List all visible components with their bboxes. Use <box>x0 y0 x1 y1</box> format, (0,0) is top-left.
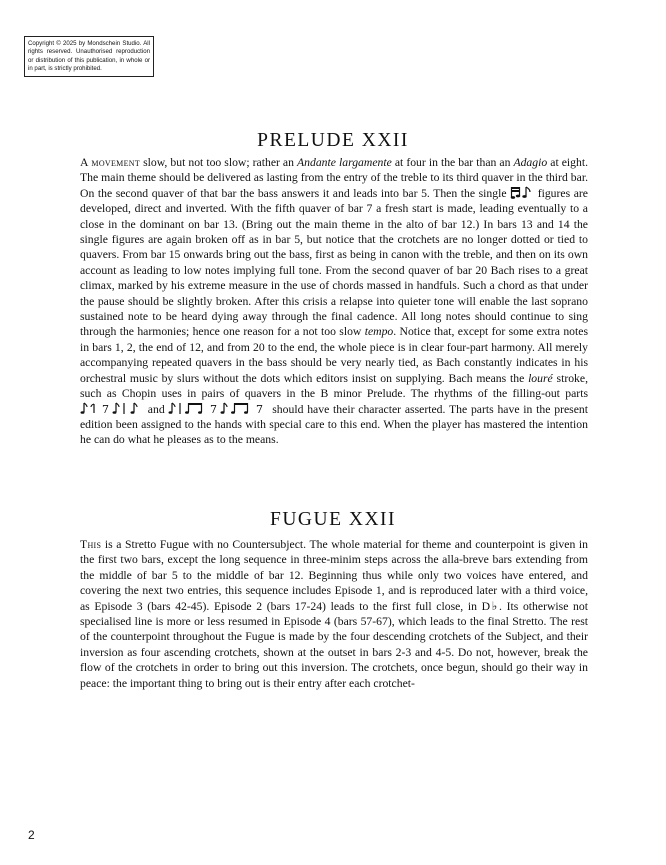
prelude-italic-loure: louré <box>528 371 553 385</box>
prelude-text-4: figures are developed, direct and inverted. With the fifth quaver of bar 7 a fresh start is made, leading eventually to a close in the dominant on bar 13. (Bring out the main theme in the alto of bar 12.) In bars 13 and 14 the single figures are again broken off as in bar 5, but notice that the crotchets are no longer dotted or tied to quavers. From bar 15 onwards bring out the bass, first as being in canon with the treble, and then on its own account as leading to low notes implying full tone. From the second quaver of bar 20 Bach rises to a great climax, marked by his extreme measure in the use of chords massed in handfuls. Such a chord as that under the pause should be slightly broken. After this crisis a relapse into quieter tone will enable the last soprano sustained note to be heard dying away through the final cadence. All long notes should continue to sing through the harmonies; hence one reason for a not too slow <box>80 186 588 339</box>
rhythm-pattern-2-icon <box>168 402 268 415</box>
prelude-italic-adagio: Adagio <box>513 156 548 169</box>
prelude-italic-tempo: tempo <box>364 325 394 339</box>
prelude-text-3: at eight. The main theme should be delivered as lasting from the entry of the treble to its third quaver in the third bar. On the second quaver of that bar the bass answers it and leads into bar 5. Then the single <box>80 156 589 200</box>
svg-text:7: 7 <box>210 402 218 415</box>
rhythm-pattern-1-icon <box>80 402 144 415</box>
prelude-title: PRELUDE XXII <box>257 130 409 151</box>
page-number: 2 <box>28 828 35 842</box>
prelude-text-2: at four in the bar than an <box>391 156 514 169</box>
prelude-text-8: should have their character asserted. The parts have in the present edition been assigned to the hands with special care to this end. When the player has mastered the intention he can do what he pleases as to the means. <box>80 402 588 447</box>
prelude-italic-andante: Andante largamente <box>297 156 392 169</box>
prelude-lead: A movement <box>80 156 141 169</box>
fugue-text <box>80 537 588 691</box>
prelude-text <box>80 155 588 448</box>
copyright-notice: Copyright © 2025 by Mondschein Studio. All rights reserved. Unauthorised reproduction or distribution of this publication, in whole or in part, is strictly prohibited. <box>24 36 154 77</box>
rhythm-figure-icon <box>510 186 534 199</box>
fugue-body: is a Stretto Fugue with no Countersubject. The whole material for theme and counterpoint is given in the first two bars, except the long sequence in three-minim steps across the alla-breve bars extending from the middle of bar 5 to the middle of bar 12. Beginning thus while only two voices have entered, and covering the next two entries, this sequence includes Episode 1, and is reproduced later with a third voice, as Episode 3 (bars 42-45). Episode 2 (bars 17-24) leads to the first full close, in D♭. Its otherwise not specialised line is more or less resumed in Episode 4 (bars 57-67), which leads to the final Stretto. The rest of the counterpoint throughout the Fugue is made by the four descending crotchets of the Subject, and their inversion as four ascending crotchets, shown at the outset in bars 2-3 and 4-5. Do not, however, break the flow of the crotchets in order to bring out this inversion. The crotchets, once begun, should go their way in peace: the important thing to bring out is their entry after each crotchet- <box>80 538 588 690</box>
prelude-text-7: and <box>144 402 169 416</box>
fugue-title: FUGUE XXII <box>269 509 397 530</box>
prelude-text-5: . Notice that, except for some extra notes in bars 1, 2, the end of 12, and from 20 to the end, the whole piece is in clear four-part harmony. All merely accompanying repeated quavers in the bass should be very nearly tied, as Bach constantly indicates in his orchestral music by slurs without the dots which editors insist on supplying. Bach means the <box>80 325 588 385</box>
svg-text:7: 7 <box>102 402 109 415</box>
prelude-text-6: stroke, such as Chopin uses in pairs of quavers in the B minor Prelude. The rhythms of the filling-out parts <box>80 371 589 401</box>
prelude-text-1: slow, but not too slow; rather an <box>140 156 298 169</box>
fugue-lead: This <box>80 538 102 551</box>
svg-text:7: 7 <box>256 402 264 415</box>
